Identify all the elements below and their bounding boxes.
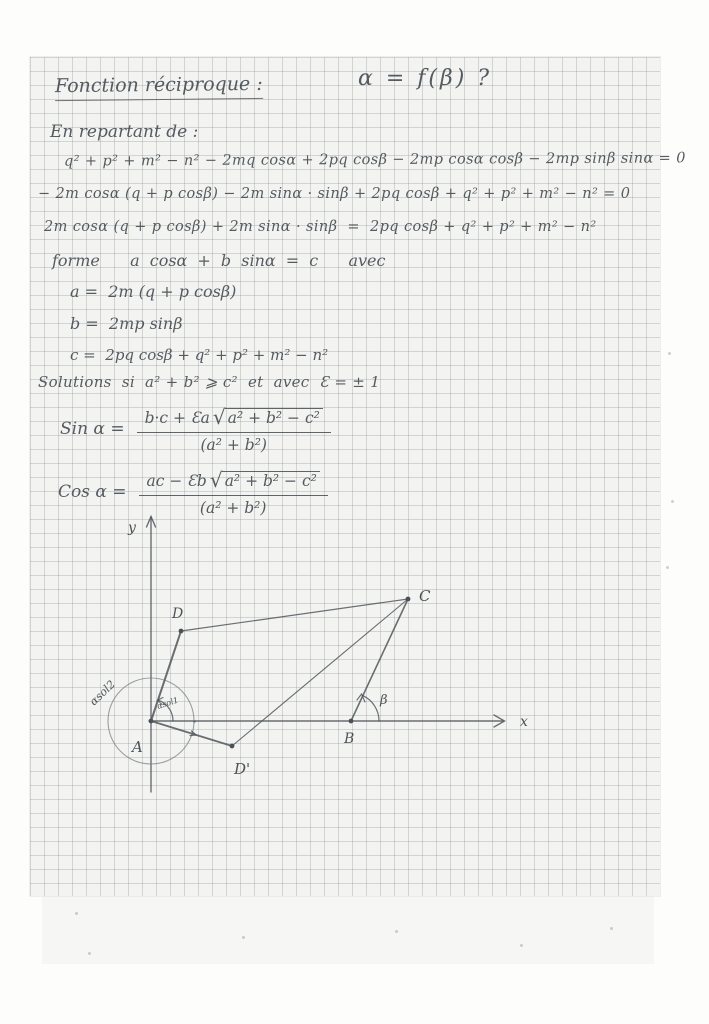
paper-speck [520,944,523,947]
sin-denominator: (a² + b²) [200,436,267,454]
equation-2: − 2m cosα (q + p cosβ) − 2m sinα · sinβ + 2pq cosβ + q² + p² + m² − n² = 0 [38,186,631,202]
paper-speck [242,936,245,939]
b-definition: b = 2mp sinβ [70,314,183,333]
sin-alpha-formula [60,403,331,454]
sin-numerator [137,403,331,433]
cos-alpha-lhs: Cos α = [58,481,127,502]
point-B-label: B [344,731,355,747]
solutions-condition: Solutions si a² + b² ⩾ c² et avec Ɛ = ± 1 [38,373,381,391]
sin-numerator-text: b·c + Ɛa [144,409,210,427]
cos-radicand: a² + b² − c² [222,471,320,490]
paper-speck [666,566,669,569]
point-C [406,597,411,602]
sin-radicand: a² + b² − c² [225,408,323,427]
radical-sign: √ [209,468,223,492]
cos-numerator [139,466,328,496]
c-definition: c = 2pq cosβ + q² + p² + m² − n² [70,346,329,364]
sin-alpha-fraction [137,403,331,454]
paper-speck [395,930,398,933]
point-A-label: A [132,738,143,756]
beta-arc [363,696,379,721]
equation-1: q² + p² + m² − n² − 2mq cosα + 2pq cosβ − 2mp cosα cosβ − 2mp sinβ sinα = 0 [63,150,686,170]
y-axis-label: y [128,520,136,536]
paper-speck [75,912,78,915]
alpha-sol1-label: αsol1 [155,695,180,711]
radical-sign: √ [212,405,226,429]
page-title: Fonction réciproque : [55,73,263,101]
a-definition: a = 2m (q + p cosβ) [70,282,237,301]
alpha-sol2-label: αsol2 [87,677,118,709]
segment-D-C [181,599,408,631]
title-question: α = f(β) ? [358,66,493,91]
point-D [179,629,184,634]
point-C-label: C [419,587,431,605]
paper-bottom-margin [42,896,654,964]
paper-speck [610,927,613,930]
geometry-diagram [70,505,570,805]
form-statement: forme a cosα + b sinα = c avec [52,251,386,270]
sin-alpha-lhs: Sin α = [60,418,125,439]
paper-speck [668,352,671,355]
segment-Dprime-C [232,599,408,746]
point-B [349,719,354,724]
beta-angle-label: β [380,693,388,708]
equation-3: 2m cosα (q + p cosβ) + 2m sinα · sinβ = 2pq cosβ + q² + p² + m² − n² [44,219,597,235]
x-axis-label: x [520,714,528,730]
cos-denominator: (a² + b²) [199,499,267,517]
segment-A-Dprime [151,721,232,746]
intro-text: En repartant de : [50,122,199,142]
point-D-prime-label: D' [234,760,251,778]
circle-x-axis-intersection-dot [193,720,196,723]
point-D-label: D [172,606,184,622]
cos-numerator-text: ac − Ɛb [146,472,207,490]
paper-speck [671,500,674,503]
point-A [149,719,154,724]
point-D-prime [230,744,235,749]
paper-speck [88,952,91,955]
